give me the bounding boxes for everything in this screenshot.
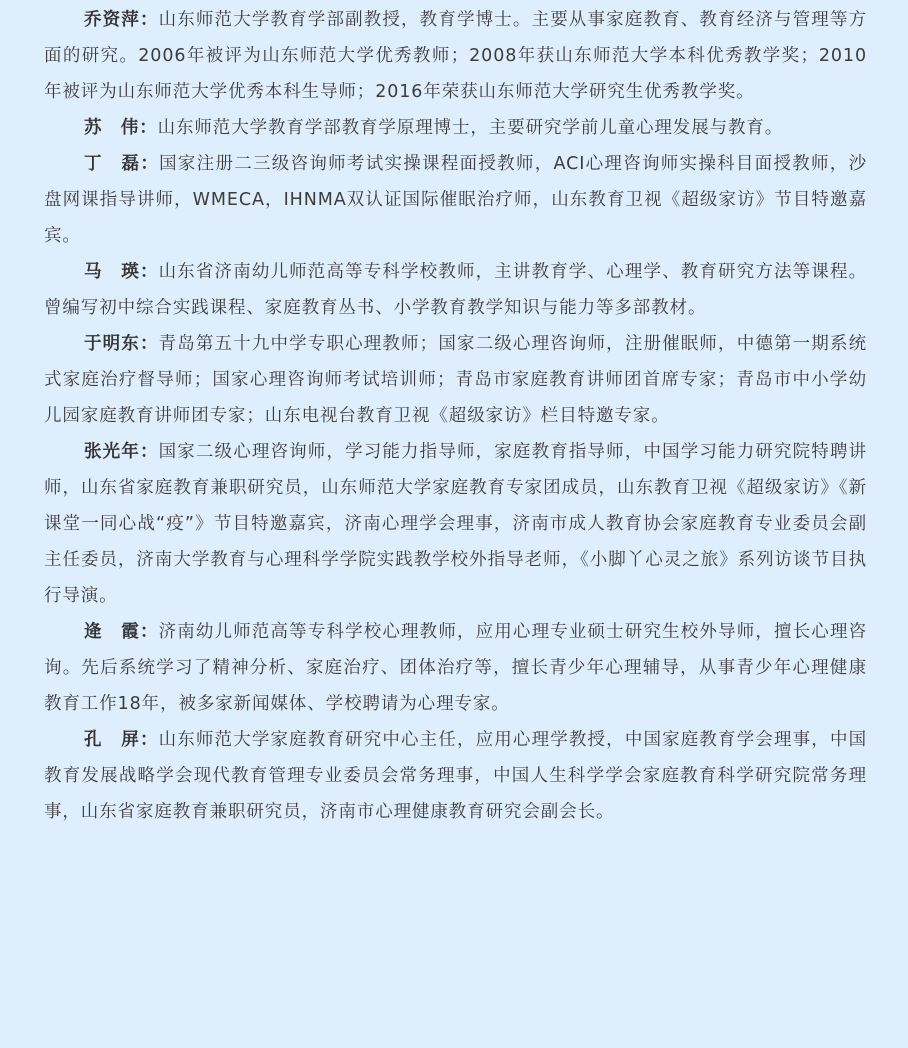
bio-paragraph-yu-mingdong bbox=[44, 326, 867, 434]
bio-name: 乔资萍 bbox=[84, 10, 140, 30]
bio-name: 于明东 bbox=[84, 334, 140, 354]
bio-separator: ： bbox=[139, 118, 158, 138]
bio-separator: ： bbox=[139, 10, 159, 30]
bio-paragraph-ding-lei bbox=[44, 146, 867, 254]
bio-name: 逄 霞 bbox=[84, 622, 140, 642]
bio-name: 张光年 bbox=[84, 442, 140, 462]
bio-list bbox=[44, 2, 867, 830]
bio-name: 孔 屏 bbox=[84, 730, 140, 750]
bio-separator: ： bbox=[139, 730, 159, 750]
bio-text: 国家二级心理咨询师，学习能力指导师，家庭教育指导师，中国学习能力研究院特聘讲师，山东省家庭教育兼职研究员，山东师范大学家庭教育专家团成员，山东教育卫视《超级家访》《新课堂一同心战“疫”》节目特邀嘉宾，济南心理学会理事，济南市成人教育协会家庭教育专业委员会副主任委员，济南大学教育与心理科学学院实践教学校外指导老师，《小脚丫心灵之旅》系列访谈节目执行导演。 bbox=[44, 442, 867, 606]
bio-text: 山东省济南幼儿师范高等专科学校教师，主讲教育学、心理学、教育研究方法等课程。曾编写初中综合实践课程、家庭教育丛书、小学教育教学知识与能力等多部教材。 bbox=[44, 262, 867, 318]
bio-text: 济南幼儿师范高等专科学校心理教师，应用心理专业硕士研究生校外导师，擅长心理咨询。先后系统学习了精神分析、家庭治疗、团体治疗等，擅长青少年心理辅导，从事青少年心理健康教育工作18年，被多家新闻媒体、学校聘请为心理专家。 bbox=[44, 622, 867, 714]
bio-text: 山东师范大学家庭教育研究中心主任，应用心理学教授，中国家庭教育学会理事，中国教育发展战略学会现代教育管理专业委员会常务理事，中国人生科学学会家庭教育科学研究院常务理事，山东省家庭教育兼职研究员，济南市心理健康教育研究会副会长。 bbox=[44, 730, 867, 822]
bio-paragraph-pang-xia bbox=[44, 614, 867, 722]
bio-text: 山东师范大学教育学部副教授，教育学博士。主要从事家庭教育、教育经济与管理等方面的研究。2006年被评为山东师范大学优秀教师；2008年获山东师范大学本科优秀教学奖；2010年被评为山东师范大学优秀本科生导师；2016年荣获山东师范大学研究生优秀教学奖。 bbox=[44, 10, 867, 102]
bio-paragraph-ma-ying bbox=[44, 254, 867, 326]
bio-name: 苏 伟 bbox=[84, 118, 140, 138]
bio-name: 马 瑛 bbox=[84, 262, 140, 282]
bio-separator: ： bbox=[140, 154, 160, 174]
bio-text: 青岛第五十九中学专职心理教师；国家二级心理咨询师，注册催眠师，中德第一期系统式家庭治疗督导师；国家心理咨询师考试培训师；青岛市家庭教育讲师团首席专家；青岛市中小学幼儿园家庭教育讲师团专家；山东电视台教育卫视《超级家访》栏目特邀专家。 bbox=[44, 334, 867, 426]
bio-separator: ： bbox=[139, 262, 159, 282]
bio-separator: ： bbox=[139, 334, 159, 354]
bio-separator: ： bbox=[139, 442, 159, 462]
bio-paragraph-su-wei bbox=[44, 110, 867, 146]
bio-text: 国家注册二三级咨询师考试实操课程面授教师，ACI心理咨询师实操科目面授教师，沙盘网课指导讲师，WMECA，IHNMA双认证国际催眠治疗师，山东教育卫视《超级家访》节目特邀嘉宾。 bbox=[44, 154, 867, 246]
bio-name: 丁 磊 bbox=[84, 154, 141, 174]
bio-paragraph-kong-ping bbox=[44, 722, 867, 830]
bio-paragraph-zhang-guangnian bbox=[44, 434, 867, 614]
bio-separator: ： bbox=[139, 622, 159, 642]
bio-text: 山东师范大学教育学部教育学原理博士，主要研究学前儿童心理发展与教育。 bbox=[157, 118, 784, 138]
bio-paragraph-qiao-ziping bbox=[44, 2, 867, 110]
